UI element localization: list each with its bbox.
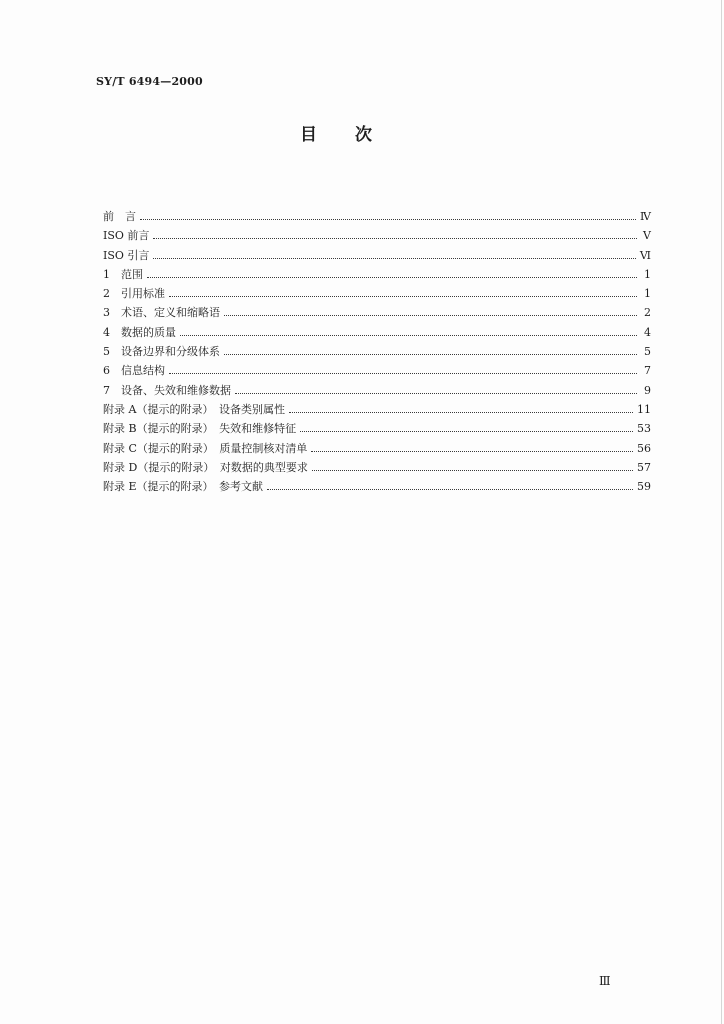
toc-entry-label: 4 数据的质量: [103, 325, 176, 339]
toc-entry-page: 59: [637, 480, 651, 494]
toc-entry-label: 5 设备边界和分级体系: [103, 345, 220, 359]
toc-entry: [103, 361, 651, 380]
toc-entry-page: 53: [637, 422, 651, 436]
toc-entry-label: 1 范围: [103, 267, 143, 281]
toc-entry: [103, 246, 651, 265]
toc-entry: [103, 207, 651, 226]
toc-entry: [103, 477, 651, 496]
toc-title: 目次: [300, 125, 410, 145]
toc-entry-page: Ⅳ: [640, 210, 651, 223]
toc-entry-label: 2 引用标准: [103, 287, 165, 301]
toc-dot-leader: [153, 257, 636, 259]
toc-entry-page: 2: [644, 306, 651, 320]
toc-entry-page: 4: [644, 325, 651, 339]
toc-entry: [103, 265, 651, 284]
toc-entry: [103, 439, 651, 458]
toc-entry-page: 9: [644, 383, 651, 397]
toc-entry-label: ISO 前言: [103, 229, 150, 243]
toc-dot-leader: [235, 392, 637, 394]
toc-dot-leader: [224, 314, 637, 316]
toc-entry-label: 附录 D（提示的附录） 对数据的典型要求: [103, 460, 308, 474]
toc-dot-leader: [289, 411, 633, 413]
toc-entry-page: 56: [637, 441, 651, 455]
toc-entry-page: 1: [644, 267, 651, 281]
toc-entry: [103, 458, 651, 477]
toc-entry: [103, 226, 651, 245]
toc-dot-leader: [224, 353, 637, 355]
toc-dot-leader: [312, 469, 633, 471]
toc-entry-page: 57: [637, 460, 651, 474]
toc-entry-label: 前 言: [103, 210, 136, 223]
toc-entry-label: 3 术语、定义和缩略语: [103, 306, 220, 320]
toc-entry: [103, 323, 651, 342]
toc-entry-label: 7 设备、失效和维修数据: [103, 383, 231, 397]
scan-edge-line: [721, 0, 722, 1024]
toc-dot-leader: [169, 372, 637, 374]
toc-dot-leader: [311, 450, 633, 452]
toc-dot-leader: [147, 276, 637, 278]
toc-entry-label: 附录 A（提示的附录） 设备类别属性: [103, 402, 285, 416]
page-number: Ⅲ: [599, 974, 612, 988]
toc-entry-page: Ⅴ: [643, 229, 651, 243]
toc-entry-label: 附录 B（提示的附录） 失效和维修特征: [103, 422, 297, 436]
toc-dot-leader: [140, 218, 636, 220]
document-code: SY/T 6494—2000: [96, 75, 203, 88]
toc-entry-label: 附录 C（提示的附录） 质量控制核对清单: [103, 441, 308, 455]
toc-entry: [103, 419, 651, 438]
toc-entry-page: 5: [644, 345, 651, 359]
toc-entry-page: 11: [637, 402, 651, 416]
toc-entry-label: ISO 引言: [103, 248, 150, 262]
toc-entry-page: 1: [644, 287, 651, 301]
table-of-contents: [103, 207, 651, 496]
toc-dot-leader: [153, 237, 637, 239]
toc-dot-leader: [267, 488, 633, 490]
toc-entry-page: Ⅵ: [639, 248, 651, 262]
toc-entry-page: 7: [644, 364, 651, 378]
toc-dot-leader: [169, 295, 637, 297]
toc-entry-label: 附录 E（提示的附录） 参考文献: [103, 480, 264, 494]
toc-dot-leader: [300, 430, 633, 432]
toc-entry: [103, 381, 651, 400]
toc-entry: [103, 284, 651, 303]
toc-entry: [103, 342, 651, 361]
toc-entry-label: 6 信息结构: [103, 364, 165, 378]
toc-dot-leader: [180, 334, 637, 336]
toc-entry: [103, 303, 651, 322]
toc-entry: [103, 400, 651, 419]
